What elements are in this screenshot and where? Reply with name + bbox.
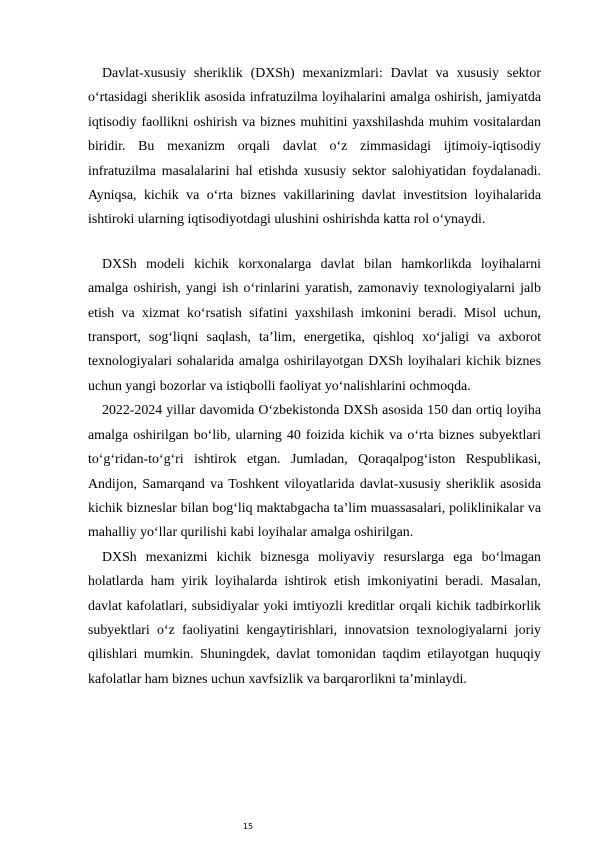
paragraph-project-statistics: 2022-2024 yillar davomida O‘zbekistonda DXSh asosida 150 dan ortiq loyiha amalga oshirilgan bo‘lib, ularning 40 foizida kichik va o‘rta biznes subyektlari to‘g‘ridan-to‘g‘ri ishtirok etgan. Jumladan, Qoraqalpog‘iston Respublikasi, Andijon, Samarqand va Toshkent viloyatlarida davlat-xususiy sheriklik asosida kichik bizneslar bilan bog‘liq maktabgacha ta’lim muassasalari, poliklinikalar va mahalliy yo‘llar qurilishi kabi loyihalar amalga oshirilgan. [88,403,541,541]
page-number: 15 [242,822,254,831]
paragraph-financial-support: DXSh mexanizmi kichik biznesga moliyaviy resurslarga ega bo‘lmagan holatlarda ham yirik loyihalarda ishtirok etish imkoniyatini beradi. Masalan, davlat kafolatlari, subsidiyalar yoki imtiyozli kreditlar orqali kichik tadbirkorlik subyektlari o‘z faoliyatini kengaytirishlari, innovatsion texnologiyalarni joriy qilishlari mumkin. Shuningdek, davlat tomonidan taqdim etilayotgan huquqiy kafolatlar ham biznes uchun xavfsizlik va barqarorlikni ta’minlaydi. [88,549,541,687]
document-page [88,62,541,692]
paragraph-dxsh-model: DXSh modeli kichik korxonalarga davlat bilan hamkorlikda loyihalarni amalga oshirish, yangi ish o‘rinlarini yaratish, zamonaviy texnologiyalarni jalb etish va xizmat ko‘rsatish sifatini yaxshilash imkonini beradi. Misol uchun, transport, sog‘liqni saqlash, ta’lim, energetika, qishloq xo‘jaligi va axborot texnologiyalari sohalarida amalga oshirilayotgan DXSh loyihalari kichik biznes uchun yangi bozorlar va istiqbolli faoliyat yo‘nalishlarini ochmoqda. [88,256,541,394]
paragraph-dxsh-mechanisms: Davlat-xususiy sheriklik (DXSh) mexanizmlari: Davlat va xususiy sektor o‘rtasidagi sheriklik asosida infratuzilma loyihalarini amalga oshirish, jamiyatda iqtisodiy faollikni oshirish va biznes muhitini yaxshilashda muhim vositalardan biridir. Bu mexanizm orqali davlat o‘z zimmasidagi ijtimoiy-iqtisodiy infratuzilma masalalarini hal etishda xususiy sektor salohiyatidan foydalanadi. Ayniqsa, kichik va o‘rta biznes vakillarining davlat investitsion loyihalarida ishtiroki ularning iqtisodiyotdagi ulushini oshirishda katta rol o‘ynaydi. [88,66,541,228]
